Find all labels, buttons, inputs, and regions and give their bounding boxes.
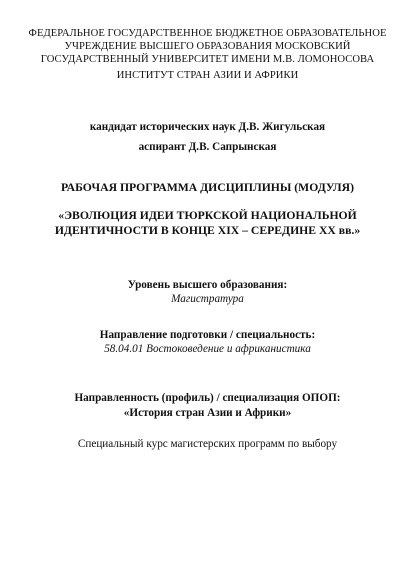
course-title-line-2: ИДЕНТИЧНОСТИ В КОНЦЕ XIX – СЕРЕДИНЕ XX вв.» xyxy=(54,224,361,237)
course-title-line-1: «ЭВОЛЮЦИЯ ИДЕИ ТЮРКСКОЙ НАЦИОНАЛЬНОЙ xyxy=(58,209,357,222)
footer-note: Специальный курс магистерских программ по выбору xyxy=(77,438,338,450)
education-level-value: Магистратура xyxy=(171,293,244,305)
program-title: РАБОЧАЯ ПРОГРАММА ДИСЦИПЛИНЫ (МОДУЛЯ) xyxy=(61,181,354,194)
author-2: аспирант Д.В. Сапрынская xyxy=(138,141,277,153)
university-name-line-1: ФЕДЕРАЛЬНОЕ ГОСУДАРСТВЕННОЕ БЮДЖЕТНОЕ ОБРАЗОВАТЕЛЬНОЕ xyxy=(28,28,387,39)
direction-label: Направление подготовки / специальность: xyxy=(99,329,316,341)
university-name-line-2: УЧРЕЖДЕНИЕ ВЫСШЕГО ОБРАЗОВАНИЯ МОСКОВСКИЙ xyxy=(64,41,351,52)
author-1: кандидат исторических наук Д.В. Жигульская xyxy=(89,121,326,133)
university-name-line-3: ГОСУДАРСТВЕННЫЙ УНИВЕРСИТЕТ ИМЕНИ М.В. ЛОМОНОСОВА xyxy=(40,54,375,65)
profile-value: «История стран Азии и Африки» xyxy=(123,407,292,419)
direction-value: 58.04.01 Востоковедение и африканистика xyxy=(104,343,311,355)
institute-name: ИНСТИТУТ СТРАН АЗИИ И АФРИКИ xyxy=(116,70,299,81)
education-level-label: Уровень высшего образования: xyxy=(127,279,288,291)
profile-label: Направленность (профиль) / специализация ОПОП: xyxy=(74,392,341,404)
